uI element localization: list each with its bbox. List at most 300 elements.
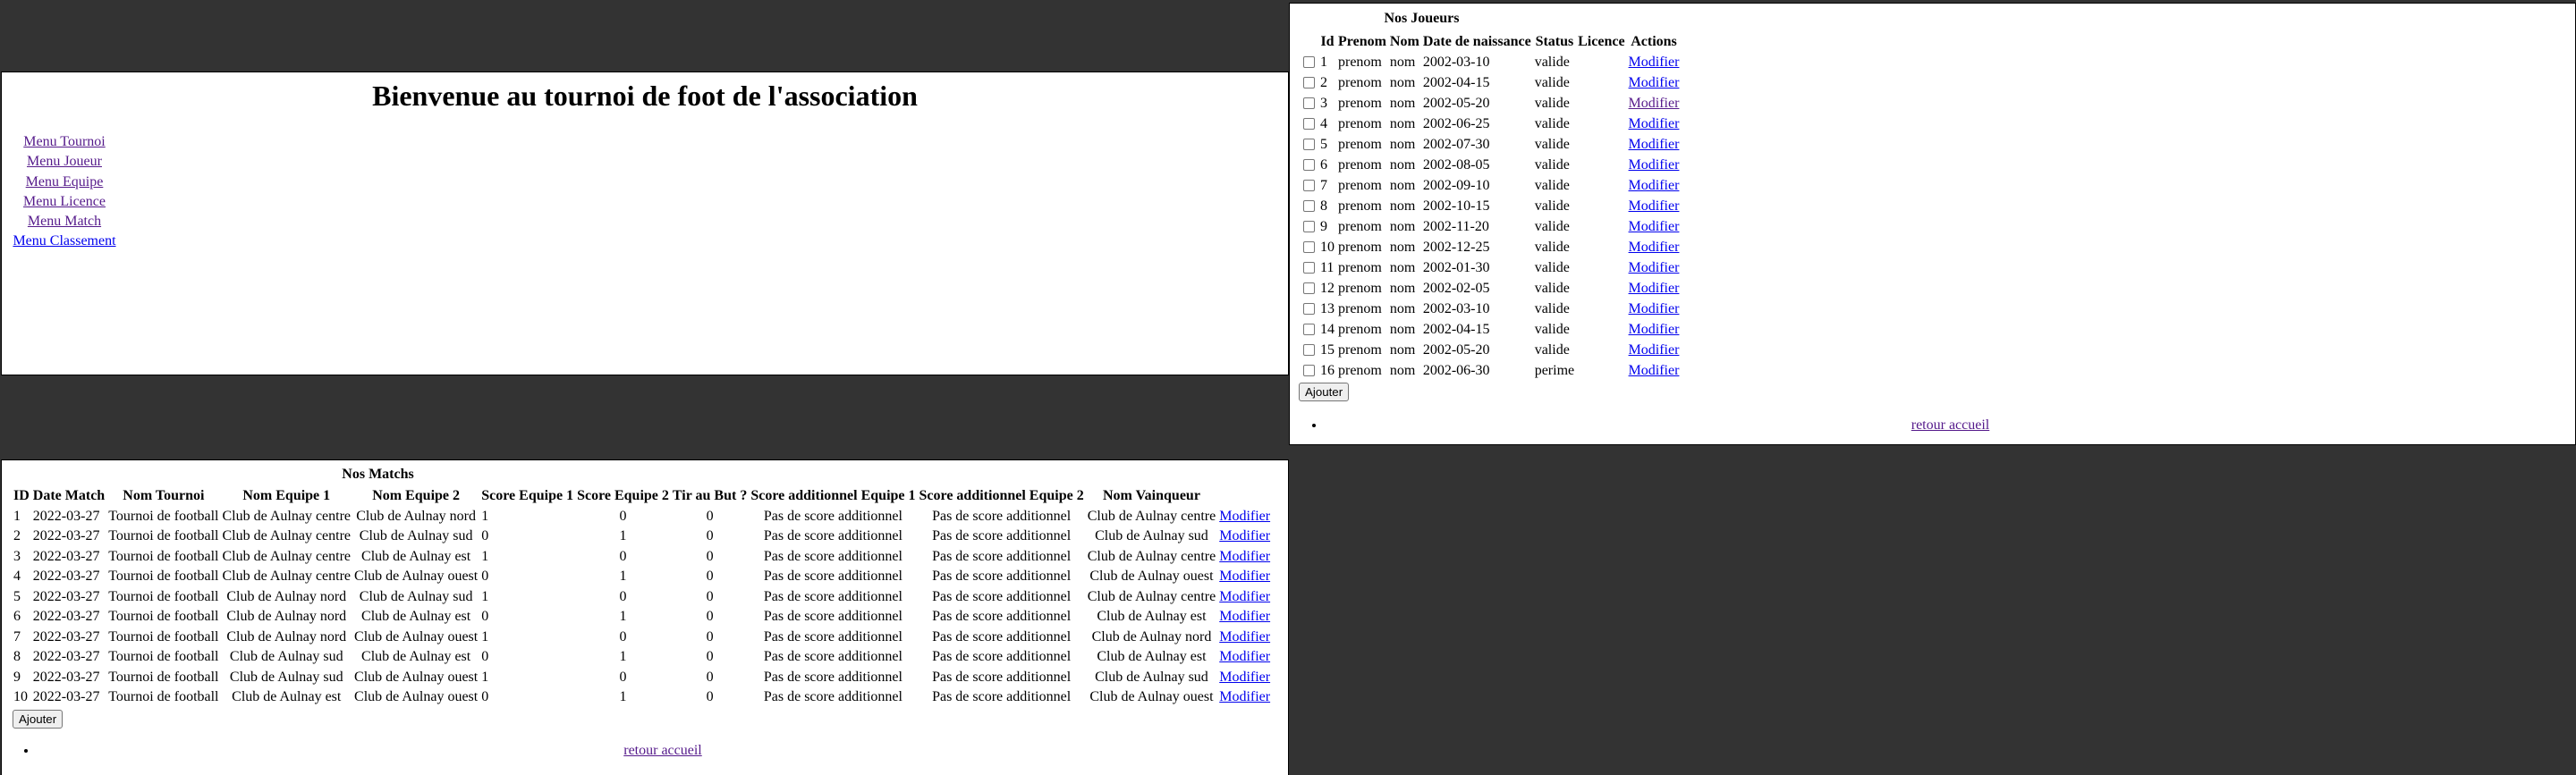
- matchs-cell: Club de Aulnay nord: [226, 609, 347, 625]
- joueurs-cell: 15: [1320, 341, 1335, 358]
- select-checkbox[interactable]: [1303, 282, 1315, 294]
- joueurs-cell: [1577, 73, 1625, 92]
- matchs-cell: [1218, 588, 1271, 607]
- joueurs-cell: valide: [1534, 218, 1570, 234]
- modify-joueur-link[interactable]: Modifier: [1628, 54, 1680, 70]
- joueurs-cell: [1577, 114, 1625, 133]
- matchs-table: [11, 485, 1273, 709]
- matchs-cell: 0: [706, 609, 714, 625]
- joueurs-cell: 1: [1320, 54, 1327, 70]
- matchs-cell: Tournoi de football: [108, 569, 219, 585]
- joueurs-header-cell: [1301, 32, 1318, 51]
- matchs-cell: Club de Aulnay sud: [229, 669, 343, 685]
- matchs-cell: Pas de score additionnel: [763, 569, 902, 585]
- modify-joueur-link[interactable]: Modifier: [1628, 341, 1680, 358]
- joueurs-cell: [1628, 53, 1681, 72]
- select-checkbox[interactable]: [1303, 344, 1315, 356]
- matchs-cell: 0: [706, 508, 714, 524]
- matchs-cell: 0: [481, 528, 489, 544]
- modify-match-link[interactable]: Modifier: [1219, 649, 1271, 665]
- joueurs-cell: 11: [1320, 259, 1335, 275]
- joueurs-cell: nom: [1389, 341, 1416, 358]
- joueurs-footer-item: [1326, 417, 2575, 434]
- joueurs-header-cell: Actions: [1631, 33, 1677, 49]
- matchs-cell: [1218, 527, 1271, 546]
- modify-joueur-link[interactable]: Modifier: [1628, 280, 1680, 296]
- matchs-cell: 2022-03-27: [32, 528, 100, 544]
- menu-item-licence: [13, 192, 116, 212]
- matchs-cell: Pas de score additionnel: [932, 548, 1072, 564]
- matchs-cell: Club de Aulnay ouest: [354, 689, 479, 705]
- modify-match-link[interactable]: Modifier: [1219, 669, 1271, 685]
- joueurs-cell: valide: [1534, 156, 1570, 173]
- table-row: [1301, 135, 1680, 154]
- joueurs-cell: prenom: [1338, 177, 1382, 193]
- modify-joueur-link[interactable]: Modifier: [1628, 218, 1680, 234]
- select-checkbox[interactable]: [1303, 365, 1315, 376]
- joueurs-cell: [1577, 299, 1625, 318]
- select-cell: [1301, 299, 1318, 318]
- matchs-cell: Club de Aulnay centre: [222, 548, 352, 564]
- matchs-cell: Pas de score additionnel: [763, 528, 902, 544]
- matchs-cell: Club de Aulnay nord: [1091, 628, 1212, 644]
- table-row: [13, 588, 1271, 607]
- joueurs-cell: 2002-05-20: [1422, 95, 1490, 111]
- joueurs-cell: [1577, 197, 1625, 215]
- joueurs-cell: prenom: [1338, 115, 1382, 131]
- matchs-footer-list: [2, 743, 1288, 759]
- table-row: [13, 628, 1271, 647]
- matchs-cell: 3: [13, 548, 21, 564]
- joueurs-cell: 14: [1320, 321, 1335, 337]
- select-checkbox[interactable]: [1303, 262, 1315, 274]
- joueurs-cell: nom: [1389, 300, 1416, 316]
- matchs-cell: Club de Aulnay ouest: [354, 628, 479, 644]
- table-row: [13, 508, 1271, 526]
- modify-joueur-link[interactable]: Modifier: [1628, 300, 1680, 316]
- matchs-cell: 1: [481, 548, 489, 564]
- joueurs-cell: [1628, 135, 1681, 154]
- joueurs-cell: 3: [1320, 95, 1327, 111]
- joueurs-cell: [1577, 238, 1625, 257]
- joueurs-cell: [1577, 320, 1625, 339]
- table-row: [1301, 94, 1680, 113]
- select-checkbox[interactable]: [1303, 139, 1315, 150]
- joueurs-cell: nom: [1389, 321, 1416, 337]
- table-row: [1301, 320, 1680, 339]
- matchs-header-cell: Nom Tournoi: [123, 488, 205, 504]
- joueurs-cell: [1577, 94, 1625, 113]
- matchs-cell: Tournoi de football: [108, 689, 219, 705]
- joueurs-cell: prenom: [1338, 341, 1382, 358]
- matchs-cell: 0: [706, 569, 714, 585]
- matchs-cell: Club de Aulnay nord: [226, 628, 347, 644]
- select-cell: [1301, 135, 1318, 154]
- select-cell: [1301, 217, 1318, 236]
- matchs-cell: 0: [706, 669, 714, 685]
- select-cell: [1301, 53, 1318, 72]
- matchs-header-cell: Nom Vainqueur: [1103, 488, 1200, 504]
- menu-item-match: [13, 212, 116, 232]
- joueurs-cell: [1577, 258, 1625, 277]
- modify-joueur-link[interactable]: Modifier: [1628, 74, 1680, 90]
- table-row: [1301, 197, 1680, 215]
- table-row: [1301, 299, 1680, 318]
- joueurs-cell: 2002-11-20: [1422, 218, 1489, 234]
- select-checkbox[interactable]: [1303, 159, 1315, 171]
- matchs-cell: 2022-03-27: [32, 508, 100, 524]
- matchs-cell: Pas de score additionnel: [763, 689, 902, 705]
- matchs-cell: 2022-03-27: [32, 609, 100, 625]
- home-panel: [1, 72, 1289, 375]
- joueurs-header-cell: Status: [1535, 33, 1574, 49]
- matchs-cell: [1218, 508, 1271, 526]
- joueurs-cell: [1577, 135, 1625, 154]
- table-row: [1301, 217, 1680, 236]
- menu-item-equipe: [13, 173, 116, 192]
- matchs-cell: Club de Aulnay centre: [222, 508, 352, 524]
- matchs-table-header: [13, 487, 1271, 506]
- joueurs-cell: [1628, 258, 1681, 277]
- matchs-header-cell: [1218, 487, 1271, 506]
- select-checkbox[interactable]: [1303, 200, 1315, 212]
- joueurs-cell: nom: [1389, 74, 1416, 90]
- matchs-cell: Club de Aulnay centre: [1087, 508, 1216, 524]
- matchs-cell: 1: [481, 508, 489, 524]
- menu-link-match[interactable]: Menu Match: [27, 214, 102, 230]
- matchs-header-cell: Tir au But ?: [672, 488, 748, 504]
- select-checkbox[interactable]: [1303, 180, 1315, 191]
- joueurs-table-body: [1301, 53, 1680, 380]
- matchs-cell: [1218, 628, 1271, 647]
- add-joueur-button[interactable]: Ajouter: [1299, 383, 1349, 401]
- joueurs-cell: 5: [1320, 136, 1327, 152]
- matchs-cell: 1: [619, 689, 627, 705]
- matchs-cell: Club de Aulnay est: [1097, 609, 1207, 625]
- joueurs-cell: nom: [1389, 259, 1416, 275]
- select-checkbox[interactable]: [1303, 118, 1315, 130]
- joueurs-cell: 4: [1320, 115, 1327, 131]
- matchs-cell: Pas de score additionnel: [763, 649, 902, 665]
- joueurs-cell: nom: [1389, 156, 1416, 173]
- matchs-cell: Tournoi de football: [108, 588, 219, 604]
- modify-joueur-link[interactable]: Modifier: [1628, 156, 1680, 173]
- menu-link-joueur[interactable]: Menu Joueur: [27, 154, 102, 170]
- joueurs-cell: valide: [1534, 259, 1570, 275]
- joueurs-cell: 6: [1320, 156, 1327, 173]
- joueurs-cell: prenom: [1338, 321, 1382, 337]
- joueurs-cell: 2002-05-20: [1422, 341, 1490, 358]
- matchs-cell: Club de Aulnay sud: [1095, 528, 1208, 544]
- table-row: [13, 669, 1271, 687]
- matchs-cell: Pas de score additionnel: [932, 669, 1072, 685]
- joueurs-cell: [1628, 361, 1681, 380]
- joueurs-cell: nom: [1389, 136, 1416, 152]
- joueurs-cell: 8: [1320, 198, 1327, 214]
- joueurs-cell: 7: [1320, 177, 1327, 193]
- joueurs-cell: [1577, 53, 1625, 72]
- table-row: [1301, 53, 1680, 72]
- modify-match-link[interactable]: Modifier: [1219, 548, 1271, 564]
- matchs-cell: Club de Aulnay est: [1097, 649, 1207, 665]
- joueurs-cell: prenom: [1338, 362, 1382, 378]
- matchs-cell: Tournoi de football: [108, 649, 219, 665]
- modify-joueur-link[interactable]: Modifier: [1628, 177, 1680, 193]
- select-cell: [1301, 238, 1318, 257]
- joueurs-cell: prenom: [1338, 198, 1382, 214]
- matchs-cell: Club de Aulnay sud: [229, 649, 343, 665]
- select-cell: [1301, 73, 1318, 92]
- select-checkbox[interactable]: [1303, 241, 1315, 253]
- joueurs-cell: valide: [1534, 341, 1570, 358]
- matchs-footer-item: [38, 743, 1288, 759]
- joueurs-back-home-link[interactable]: retour accueil: [1911, 417, 1990, 433]
- matchs-cell: 0: [706, 548, 714, 564]
- matchs-header-cell: Score Equipe 1: [481, 488, 574, 504]
- joueurs-header-cell: Id: [1320, 33, 1335, 49]
- joueurs-cell: [1628, 156, 1681, 174]
- modify-joueur-link[interactable]: Modifier: [1628, 259, 1680, 275]
- modify-match-link[interactable]: Modifier: [1219, 508, 1271, 524]
- joueurs-cell: [1628, 114, 1681, 133]
- matchs-cell: 9: [13, 669, 21, 685]
- matchs-header-cell: Date Match: [32, 488, 106, 504]
- modify-match-link[interactable]: Modifier: [1219, 609, 1271, 625]
- joueurs-cell: [1628, 299, 1681, 318]
- table-row: [1301, 156, 1680, 174]
- joueurs-cell: nom: [1389, 239, 1416, 255]
- joueurs-cell: 2002-06-25: [1422, 115, 1490, 131]
- matchs-header-cell: Score Equipe 2: [577, 488, 669, 504]
- matchs-cell: Tournoi de football: [108, 508, 219, 524]
- matchs-cell: 10: [13, 689, 28, 705]
- joueurs-cell: 2002-03-10: [1422, 300, 1490, 316]
- joueurs-table: [1299, 30, 1682, 382]
- joueurs-header-cell: Prenom: [1338, 33, 1386, 49]
- joueurs-cell: prenom: [1338, 156, 1382, 173]
- joueurs-cell: 9: [1320, 218, 1327, 234]
- matchs-cell: 0: [481, 609, 489, 625]
- matchs-cell: [1218, 688, 1271, 707]
- modify-match-link[interactable]: Modifier: [1219, 569, 1271, 585]
- matchs-cell: Club de Aulnay est: [361, 649, 471, 665]
- joueurs-cell: prenom: [1338, 95, 1382, 111]
- select-checkbox[interactable]: [1303, 324, 1315, 335]
- table-row: [13, 688, 1271, 707]
- matchs-cell: 1: [619, 528, 627, 544]
- joueurs-cell: nom: [1389, 280, 1416, 296]
- table-row: [1301, 341, 1680, 359]
- joueurs-cell: nom: [1389, 95, 1416, 111]
- joueurs-cell: nom: [1389, 115, 1416, 131]
- matchs-cell: 2: [13, 528, 21, 544]
- matchs-cell: Pas de score additionnel: [763, 588, 902, 604]
- joueurs-cell: [1628, 341, 1681, 359]
- matchs-cell: Tournoi de football: [108, 669, 219, 685]
- table-row: [1301, 279, 1680, 298]
- matchs-cell: 0: [619, 508, 627, 524]
- table-row: [13, 648, 1271, 667]
- matchs-cell: Pas de score additionnel: [932, 649, 1072, 665]
- select-checkbox[interactable]: [1303, 221, 1315, 232]
- matchs-cell: 0: [481, 569, 489, 585]
- matchs-cell: 4: [13, 569, 21, 585]
- joueurs-cell: 2002-04-15: [1422, 321, 1490, 337]
- matchs-cell: 0: [619, 588, 627, 604]
- modify-joueur-link[interactable]: Modifier: [1628, 362, 1680, 378]
- matchs-cell: Pas de score additionnel: [932, 628, 1072, 644]
- menu-item-tournoi: [13, 132, 116, 152]
- matchs-cell: 1: [481, 669, 489, 685]
- matchs-cell: Pas de score additionnel: [763, 548, 902, 564]
- joueurs-cell: prenom: [1338, 300, 1382, 316]
- joueurs-cell: 2002-06-30: [1422, 362, 1490, 378]
- matchs-cell: Club de Aulnay sud: [359, 528, 473, 544]
- matchs-cell: 2022-03-27: [32, 628, 100, 644]
- joueurs-cell: 10: [1320, 239, 1335, 255]
- joueurs-cell: valide: [1534, 115, 1570, 131]
- matchs-cell: Club de Aulnay centre: [222, 528, 352, 544]
- modify-match-link[interactable]: Modifier: [1219, 689, 1271, 705]
- matchs-cell: Club de Aulnay sud: [359, 588, 473, 604]
- table-row: [1301, 73, 1680, 92]
- joueurs-cell: prenom: [1338, 218, 1382, 234]
- joueurs-cell: nom: [1389, 198, 1416, 214]
- matchs-cell: Pas de score additionnel: [932, 569, 1072, 585]
- joueurs-cell: 2002-03-10: [1422, 54, 1490, 70]
- joueurs-cell: [1628, 217, 1681, 236]
- joueurs-footer-list: [1290, 417, 2575, 434]
- select-checkbox[interactable]: [1303, 303, 1315, 315]
- joueurs-cell: 2002-07-30: [1422, 136, 1490, 152]
- matchs-cell: Pas de score additionnel: [763, 669, 902, 685]
- matchs-cell: 1: [13, 508, 21, 524]
- matchs-cell: 5: [13, 588, 21, 604]
- select-cell: [1301, 361, 1318, 380]
- joueurs-cell: valide: [1534, 321, 1570, 337]
- joueurs-table-header: [1301, 32, 1680, 51]
- joueurs-cell: 2002-09-10: [1422, 177, 1490, 193]
- joueurs-cell: 2002-01-30: [1422, 259, 1490, 275]
- matchs-cell: [1218, 669, 1271, 687]
- modify-match-link[interactable]: Modifier: [1219, 628, 1271, 644]
- matchs-cell: Club de Aulnay est: [232, 689, 342, 705]
- modify-joueur-link[interactable]: Modifier: [1628, 115, 1680, 131]
- modify-joueur-link[interactable]: Modifier: [1628, 239, 1680, 255]
- joueurs-cell: [1577, 361, 1625, 380]
- modify-joueur-link[interactable]: Modifier: [1628, 198, 1680, 214]
- matchs-header-cell: Score additionnel Equipe 2: [919, 488, 1084, 504]
- modify-match-link[interactable]: Modifier: [1219, 528, 1271, 544]
- select-checkbox[interactable]: [1303, 97, 1315, 109]
- joueurs-cell: prenom: [1338, 280, 1382, 296]
- joueurs-cell: 2002-12-25: [1422, 239, 1490, 255]
- matchs-cell: 0: [619, 548, 627, 564]
- joueurs-cell: valide: [1534, 198, 1570, 214]
- joueurs-cell: [1577, 176, 1625, 195]
- select-cell: [1301, 114, 1318, 133]
- select-cell: [1301, 258, 1318, 277]
- matchs-cell: 1: [481, 628, 489, 644]
- matchs-cell: Club de Aulnay ouest: [1089, 569, 1214, 585]
- joueurs-cell: [1628, 176, 1681, 195]
- table-row: [1301, 258, 1680, 277]
- joueurs-cell: valide: [1534, 54, 1570, 70]
- table-row: [13, 608, 1271, 627]
- matchs-table-body: [13, 508, 1271, 707]
- menu-link-tournoi[interactable]: Menu Tournoi: [23, 134, 106, 149]
- joueurs-cell: [1628, 320, 1681, 339]
- add-match-button[interactable]: Ajouter: [13, 710, 63, 729]
- joueurs-cell: 2002-04-15: [1422, 74, 1490, 90]
- matchs-cell: 0: [706, 649, 714, 665]
- joueurs-cell: [1577, 341, 1625, 359]
- modify-joueur-link[interactable]: Modifier: [1628, 321, 1680, 337]
- joueurs-cell: perime: [1534, 362, 1575, 378]
- matchs-cell: Pas de score additionnel: [932, 689, 1072, 705]
- joueurs-cell: valide: [1534, 136, 1570, 152]
- table-row: [1301, 114, 1680, 133]
- joueurs-cell: 2002-10-15: [1422, 198, 1490, 214]
- matchs-cell: Club de Aulnay centre: [1087, 548, 1216, 564]
- matchs-header-cell: Nom Equipe 2: [372, 488, 461, 504]
- matchs-cell: Tournoi de football: [108, 528, 219, 544]
- matchs-cell: 2022-03-27: [32, 689, 100, 705]
- joueurs-cell: prenom: [1338, 259, 1382, 275]
- matchs-cell: 1: [619, 649, 627, 665]
- modify-match-link[interactable]: Modifier: [1219, 588, 1271, 604]
- joueurs-cell: nom: [1389, 177, 1416, 193]
- matchs-cell: 0: [619, 669, 627, 685]
- matchs-cell: Club de Aulnay est: [361, 548, 471, 564]
- matchs-cell: [1218, 608, 1271, 627]
- matchs-cell: Club de Aulnay sud: [1095, 669, 1208, 685]
- modify-joueur-link[interactable]: Modifier: [1628, 95, 1680, 111]
- select-cell: [1301, 279, 1318, 298]
- matchs-cell: 0: [619, 628, 627, 644]
- table-row: [1301, 238, 1680, 257]
- joueurs-cell: [1577, 217, 1625, 236]
- matchs-cell: 0: [706, 528, 714, 544]
- matchs-cell: Club de Aulnay est: [361, 609, 471, 625]
- joueurs-cell: 2002-02-05: [1422, 280, 1490, 296]
- matchs-cell: [1218, 568, 1271, 586]
- matchs-cell: Club de Aulnay ouest: [1089, 689, 1214, 705]
- matchs-cell: Tournoi de football: [108, 548, 219, 564]
- matchs-cell: 0: [481, 649, 489, 665]
- joueurs-cell: [1628, 197, 1681, 215]
- menu-item-joueur: [13, 152, 116, 172]
- menu-link-equipe[interactable]: Menu Equipe: [25, 173, 104, 190]
- joueurs-cell: nom: [1389, 362, 1416, 378]
- matchs-cell: 2022-03-27: [32, 649, 100, 665]
- matchs-cell: Club de Aulnay ouest: [354, 669, 479, 685]
- matchs-back-home-link[interactable]: retour accueil: [623, 743, 702, 758]
- select-checkbox[interactable]: [1303, 56, 1315, 68]
- matchs-cell: 0: [706, 689, 714, 705]
- matchs-cell: 2022-03-27: [32, 588, 100, 604]
- select-checkbox[interactable]: [1303, 77, 1315, 88]
- matchs-cell: Pas de score additionnel: [932, 609, 1072, 625]
- matchs-header-cell: Score additionnel Equipe 1: [750, 488, 916, 504]
- table-row: [13, 568, 1271, 586]
- joueurs-cell: [1628, 279, 1681, 298]
- matchs-cell: [1218, 548, 1271, 567]
- menu-link-classement[interactable]: Menu Classement: [13, 233, 116, 249]
- table-row: [1301, 176, 1680, 195]
- modify-joueur-link[interactable]: Modifier: [1628, 136, 1680, 152]
- menu-link-licence[interactable]: Menu Licence: [23, 193, 106, 209]
